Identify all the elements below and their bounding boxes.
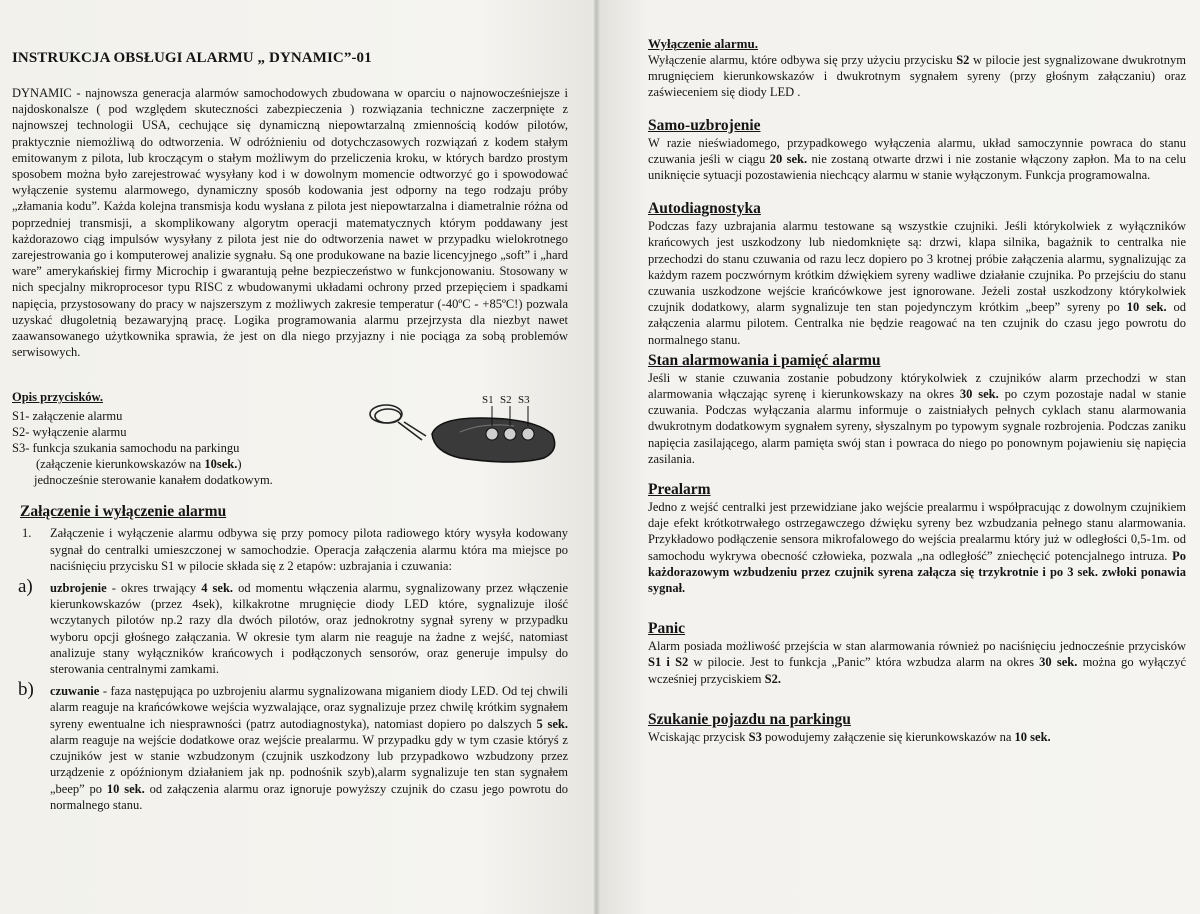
disarm-heading: Wyłączenie alarmu. [648,36,758,51]
autodiag-text: Podczas fazy uzbrajania alarmu testowane są wszystkie czujniki. Jeśli którykolwiek z wyłączników krańcowych jest uszkodzony lub niedomknięte są: drzwi, klapa silnika, bagażnik to centralka nie przechodzi do stanu czuwania od razu lecz dopiero po 3 krotnej próbie załączenia alarmu, sygnalizując za każdym razem poczwórnym krótkim dźwiękiem syreny wadliwe działanie czujnika. Po przejściu do stanu czuwania uszkodzone wejście krańcówkowe jest ignorowane. Jeżeli został uszkodzony którykolwiek czujnik dodatkowy, alarm sygnalizuje ten stan pojedynczym krótkim „beep” syreny po 10 sek. od załączenia alarmu pilotem. Centralka nie będzie reagować na ten czujnik do czasu jego powrotu do normalnego stanu. [648,219,1187,347]
autodiag-section [648,200,1186,348]
buttons-heading: Opis przycisków. [12,390,103,405]
disarm-text: Wyłączenie alarmu, które odbywa się przy użyciu przycisku S2 w pilocie jest sygnalizowane dwukrotnym mrugnięciem kierunkowskazów i dwukrotnym sygnałem syreny (przy głośnym załączaniu) oraz zaświeceniem się diody LED . [648,53,1186,100]
label-s1: S1 [482,394,494,407]
right-page [600,0,1200,914]
list-item-1: 1. Załączenie i wyłączenie alarmu odbywa się przy pomocy pilota radiowego który wysyła kodowany sygnał do centralki umieszczonej w samochodzie. Operacja załączenia alarmu która ma miejsce po naciśnięciu przycisku S1 w pilocie składa się z 2 etapów: uzbrajania i czuwania: [22,526,568,573]
panic-section [648,620,1186,687]
alarm-state-text: Jeśli w stanie czuwania zostanie pobudzony którykolwiek z czujników alarm przechodzi w stan alarmowania włączając syrenę i kierunkowskazy na okres 30 sek. po czym pozostaje nadal w stanie czuwania. Podczas wyłączania alarmu informuje o zaistniałych pełnych cyklach stanu alarmowania dwukrotnym dodatkowym sygnałem syreny, słyszalnym po typowym sygnale rozbrojenia. Podczas zaniku napięcia zasilającego, alarm pamięta swój stan i powraca do niego po ponownym pojawieniu się napięcia zasilania. [648,370,1187,466]
s2-button-icon [504,428,516,440]
self-arm-text: W razie nieświadomego, przypadkowego wyłączenia alarmu, układ samoczynnie powraca do stanu czuwania jeśli w ciągu 20 sek. nie zostaną otwarte drzwi i nie zostanie włączony zapłon. Ma to na celu uniknięcie sytuacji pozostawienia niechcący alarmu w stanie wyłączonym. Funkcja programowalna. [648,135,1186,183]
arm-disarm-heading: Załączenie i wyłączenie alarmu [20,503,227,521]
panic-text: Alarm posiada możliwość przejścia w stan alarmowania również po naciśnięciu jednocześnie przycisków S1 i S2 w pilocie. Jest to funkcja „Panic” która wzbudza alarm na okres 30 sek. można go wyłączyć wcześniej przyciskiem S2. [648,639,1186,686]
find-car-text: Wciskając przycisk S3 powodujemy załączenie się kierunkowskazów na 10 sek. [648,729,1051,744]
list-item-a: a) uzbrojenie - okres trwający 4 sek. od momentu włączenia alarmu, sygnalizowany przez włączenie kierunkowskazów (przez 4sek), kilkakrotne mrugnięcie diody LED które, sygnalizuje ilość wczytanych pilotów np.2 razy dla dwóch pilotów, oraz jednokrotny sygnał syreny w przypadku wyboru opcji głośnego załączania. W okresie tym alarm nie reaguje na żadne z wejść, natomiast analizuje stany wyłączników krańcowych i podłączonych sensorów, oraz generuje impulsy do sterowania centralnymi zamkami. [18,576,568,677]
alarm-state-section [648,352,1186,467]
label-s3: S3 [518,394,530,407]
intro-paragraph: DYNAMIC - najnowsza generacja alarmów samochodowych zbudowana w oparciu o najnowocześniejsze i najdoskonalsze ( pod względem skuteczności zabezpieczenia ) rozwiązania techniczne zaczerpnięte z najnowszej technologii USA, cechujące się dynamiczną niepowtarzalną zmiennością kodów pilotów, praktycznie niemożliwą do odtworzenia. W odróżnieniu od dotychczasowych rozwiązań z kodem stałym emitowanym z pilota, lub kroczącym o stałym możliwym do przeliczenia kroku, w których bardzo prostym sposobem można było zarejestrować wysyłany kod i w dowolnym momencie odtworzyć go i spowodować wyłączenie systemu alarmowego, dynamiczny sposób kodowania jest odporny na tego rodzaju próby „złamania kodu”. Każda kolejna transmisja kodu wysłana z pilota jest niepowtarzalna i diametralnie różna od poprzedniej transmisji, a skomplikowany algorytm operacji matematycznych którym poddawany jest każdorazowo ciąg impulsów wysyłany z pilota jest nie do odtworzenia nawet w przypadku wielokrotnego zarejestrowania go i komputerowej analizie sygnału. Są one produkowane na bazie licencyjnego „soft” i „hard ware” amerykańskiej firmy Microchip i gwarantują pełne bezpieczeństwo w funkcjonowaniu. Stosowany w nich specjalny mikroprocesor typu RISC z wbudowanymi układami ochrony przed przepięciem i spadkami napięcia, przystosowany do pracy w najszerszym z możliwych zakresie temperatur (-40ºC - +85ºC!) pozwala uzyskać długoletnią bezawaryjną pracę. Logika programowania alarmu przejrzysta dla niezbyt nawet zaawansowanego użytkownika sprawia, że jest on dla niego przyjazny i nie pociąga za sobą problemów serwisowych. [12,86,568,360]
find-car-heading: Szukanie pojazdu na parkingu [648,710,851,728]
find-car-section [648,711,1186,745]
disarm-section [648,36,1186,101]
key-ring-icon [370,405,426,440]
self-arm-section [648,117,1186,184]
s1-button-icon [486,428,498,440]
button-s3-detail: (załączenie kierunkowskazów na 10sek.) [36,457,242,472]
prealarm-heading: Prealarm [648,481,711,499]
buttons-section [12,390,568,490]
panic-heading: Panic [648,620,686,638]
autodiag-heading: Autodiagnostyka [648,200,761,218]
self-arm-heading: Samo-uzbrojenie [648,116,761,134]
prealarm-section [648,481,1186,596]
s3-button-icon [522,428,534,440]
alarm-state-heading: Stan alarmowania i pamięć alarmu [648,351,881,369]
button-s1-desc: S1- załączenie alarmu [12,409,123,424]
button-s2-desc: S2- wyłączenie alarmu [12,425,127,440]
prealarm-text: Jedno z wejść centralki jest przewidziane jako wejście prealarmu i współpracując z dowolnym czujnikiem daje efekt krótkotrwałego ostrzegawczego dźwięku syreny bez wzbudzania pełnego stanu alarmowania. Przykładowo podłączenie sensora mikrofalowego do wejścia prealarmu który już w odległości 0,5-1m. od samochodu wykrywa obecność człowieka, pozwala „na odległość” zniechęcić potencjalnego intruza. Po każdorazowym wzbudzeniu przez czujnik syrena załącza się trzykrotnie i po 3 sek. zwłoki ponawia sygnał. [648,500,1186,596]
button-s3-desc: S3- funkcja szukania samochodu na parkingu [12,441,240,456]
document-title: INSTRUKCJA OBSŁUGI ALARMU „ DYNAMIC”-01 [12,50,372,66]
button-s3-detail-2: jednocześnie sterowanie kanałem dodatkowym. [34,473,273,488]
arm-disarm-section [12,503,568,812]
label-s2: S2 [500,394,512,407]
list-item-b: b) czuwanie - faza następująca po uzbrojeniu alarmu sygnalizowana miganiem diody LED. Od tej chwili alarm reaguje na krańcówkowe wejścia wyzwalające, oraz sygnalizuje przez chwilę krótkim sygnałem syreny ewentualne ich niesprawności (patrz autodiagnostyka), natomiast dopiero po dalszych 5 sek. alarm reaguje na wejście dodatkowe oraz wejście prealarmu. W przypadku gdy w tym czasie któryś z czujników jest w stanie wzbudzonym (czujnik uszkodzony lub przypadkowo wzbudzony przez urządzenie z opóźnionym działaniem jak np. podnośnik szyb),alarm sygnalizuje ten stan sygnałem „beep” po 10 sek. od załączenia alarmu oraz ignoruje powyższy czujnik do czasu jego powrotu do normalnego stanu. [18,679,568,812]
remote-control-illustration [364,392,564,474]
left-page [0,0,596,914]
